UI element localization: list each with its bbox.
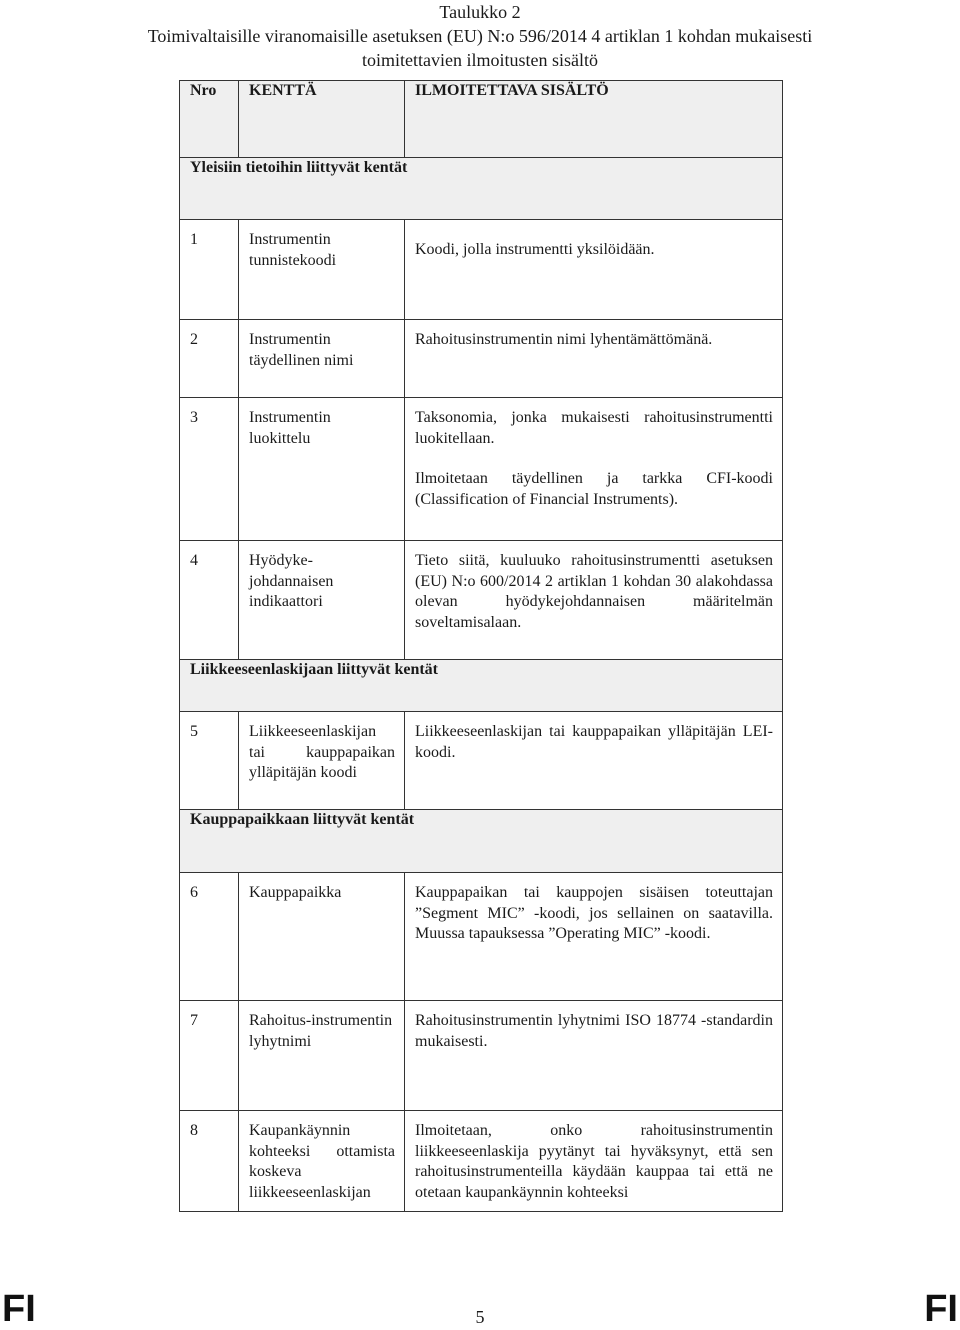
page-number: 5 bbox=[475, 1307, 485, 1327]
table-row bbox=[180, 541, 783, 660]
row-number: 5 bbox=[180, 712, 239, 810]
content-paragraph: Taksonomia, jonka mukaisesti rahoitusinstrumentti luokitellaan. bbox=[415, 409, 773, 447]
notification-content-table bbox=[179, 80, 783, 1212]
table-row bbox=[180, 712, 783, 810]
row-number: 1 bbox=[180, 220, 239, 320]
row-content: Rahoitusinstrumentin lyhytnimi ISO 18774 -standardin mukaisesti. bbox=[405, 1001, 783, 1111]
row-number: 2 bbox=[180, 320, 239, 398]
table-row bbox=[180, 320, 783, 398]
row-content bbox=[405, 398, 783, 541]
table-row bbox=[180, 398, 783, 541]
row-field: Instrumentin luokittelu bbox=[239, 398, 405, 541]
footer-language-left: FI bbox=[2, 1288, 36, 1330]
table-title-line-1: Toimivaltaisille viranomaisille asetuksen (EU) N:o 596/2014 4 artiklan 1 kohdan mukaisesti bbox=[147, 26, 813, 46]
row-content: Kauppapaikan tai kauppojen sisäisen toteuttajan ”Segment MIC” -koodi, jos sellainen on saatavilla. Muussa tapauksessa ”Operating MIC” -koodi. bbox=[405, 873, 783, 1001]
row-field: Kaupankäynnin kohteeksi ottamista koskeva liikkeeseenlaskijan bbox=[239, 1111, 405, 1212]
row-number: 4 bbox=[180, 541, 239, 660]
row-field: Rahoitus-instrumentin lyhytnimi bbox=[239, 1001, 405, 1111]
row-number: 3 bbox=[180, 398, 239, 541]
row-field: Hyödyke-johdannaisen indikaattori bbox=[239, 541, 405, 660]
section-row-general bbox=[180, 158, 783, 220]
row-content: Tieto siitä, kuuluuko rahoitusinstrumentti asetuksen (EU) N:o 600/2014 2 artiklan 1 kohdan 30 alakohdassa olevan hyödykejohdannaisen määritelmän soveltamisalaan. bbox=[405, 541, 783, 660]
table-number: Taulukko 2 bbox=[439, 2, 521, 22]
row-field: Kauppapaikka bbox=[239, 873, 405, 1001]
table-header-row bbox=[180, 81, 783, 158]
row-content: Liikkeeseenlaskijan tai kauppapaikan ylläpitäjän LEI-koodi. bbox=[405, 712, 783, 810]
page-heading bbox=[0, 0, 960, 72]
table-row bbox=[180, 1111, 783, 1212]
content-paragraph: Ilmoitetaan täydellinen ja tarkka CFI-koodi (Classification of Financial Instruments). bbox=[415, 470, 773, 508]
section-row-issuer bbox=[180, 660, 783, 712]
row-content: Koodi, jolla instrumentti yksilöidään. bbox=[405, 220, 783, 320]
table-row bbox=[180, 873, 783, 1001]
section-title: Liikkeeseenlaskijaan liittyvät kentät bbox=[180, 660, 783, 712]
header-content: ILMOITETTAVA SISÄLTÖ bbox=[405, 81, 783, 158]
footer-language-right: FI bbox=[924, 1288, 958, 1330]
header-nro: Nro bbox=[180, 81, 239, 158]
row-field: Instrumentin tunnistekoodi bbox=[239, 220, 405, 320]
row-content: Rahoitusinstrumentin nimi lyhentämättömänä. bbox=[405, 320, 783, 398]
row-content: Ilmoitetaan, onko rahoitusinstrumentin liikkeeseenlaskija pyytänyt tai hyväksynyt, että sen rahoitusinstrumenteilla käydään kauppaa tai että ne otetaan kaupankäynnin kohteeksi bbox=[405, 1111, 783, 1212]
row-field: Liikkeeseenlaskijan tai kauppapaikan ylläpitäjän koodi bbox=[239, 712, 405, 810]
table-title-line-2: toimitettavien ilmoitusten sisältö bbox=[362, 50, 598, 70]
table-row bbox=[180, 1001, 783, 1111]
table-row bbox=[180, 220, 783, 320]
section-title: Yleisiin tietoihin liittyvät kentät bbox=[180, 158, 783, 220]
row-number: 7 bbox=[180, 1001, 239, 1111]
row-number: 6 bbox=[180, 873, 239, 1001]
header-field: KENTTÄ bbox=[239, 81, 405, 158]
row-field: Instrumentin täydellinen nimi bbox=[239, 320, 405, 398]
section-row-venue bbox=[180, 810, 783, 873]
row-number: 8 bbox=[180, 1111, 239, 1212]
section-title: Kauppapaikkaan liittyvät kentät bbox=[180, 810, 783, 873]
